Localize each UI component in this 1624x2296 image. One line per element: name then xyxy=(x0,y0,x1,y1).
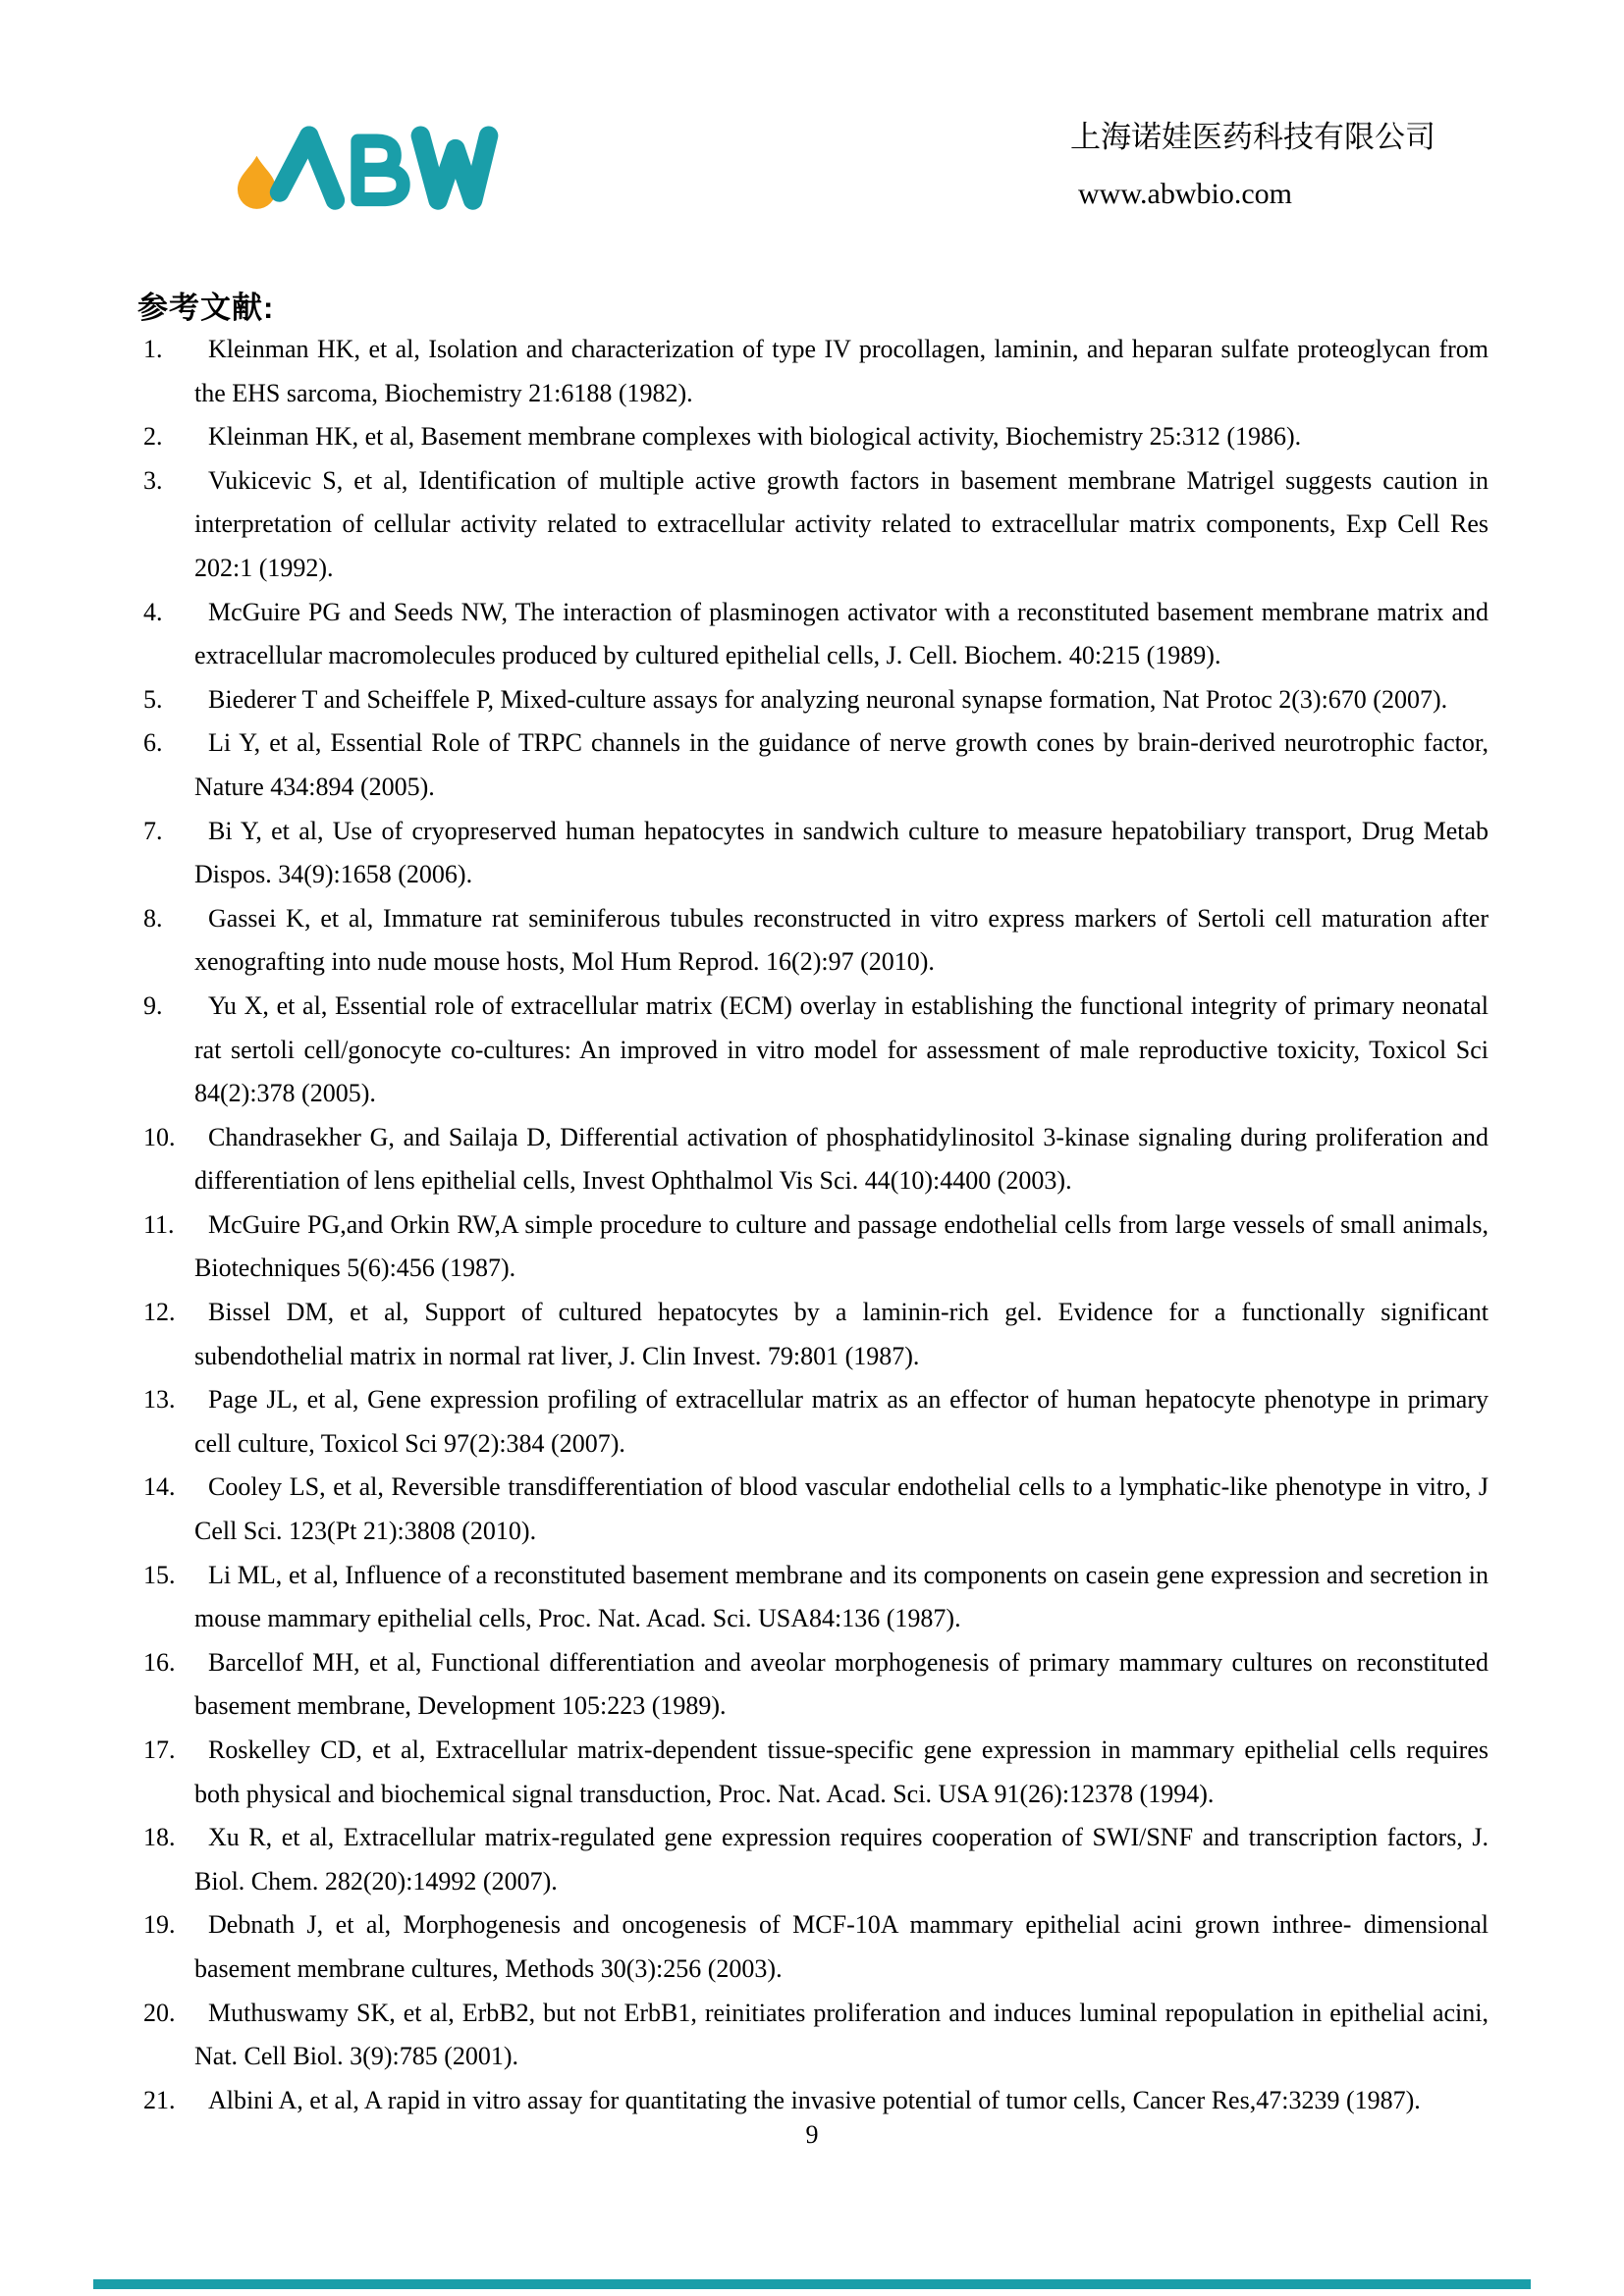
logo-letter-b xyxy=(357,141,403,199)
droplet-icon xyxy=(238,156,276,209)
reference-text: Vukicevic S, et al, Identification of multiple active growth factors in basement membrane Matrigel suggests caution in interpretation of cellular activity related to extracellular activity related to extracellular matrix components, Exp Cell Res 202:1 (1992). xyxy=(194,465,1489,582)
reference-list xyxy=(137,328,1489,2122)
reference-number: 14. xyxy=(143,1472,176,1502)
reference-item xyxy=(137,897,1489,985)
company-website: www.abwbio.com xyxy=(1078,178,1293,210)
reference-text: McGuire PG,and Orkin RW,A simple procedure to culture and passage endothelial cells from large vessels of small animals, Biotechniques 5(6):456 (1987). xyxy=(194,1209,1489,1283)
reference-item xyxy=(137,328,1489,415)
reference-text: Kleinman HK, et al, Basement membrane complexes with biological activity, Biochemistry 25:312 (1986). xyxy=(208,422,1302,452)
reference-item xyxy=(137,415,1489,459)
reference-item xyxy=(137,678,1489,722)
reference-number: 21. xyxy=(143,2085,176,2114)
reference-text: Bissel DM, et al, Support of cultured hepatocytes by a laminin-rich gel. Evidence for a functionally significant subendothelial matrix in normal rat liver, J. Clin Invest. 79:801 (1987). xyxy=(194,1298,1489,1370)
reference-number: 2. xyxy=(143,422,163,452)
reference-item xyxy=(137,1378,1489,1466)
reference-number: 15. xyxy=(143,1560,176,1589)
reference-text: Barcellof MH, et al, Functional differentiation and aveolar morphogenesis of primary mammary cultures on reconstituted basement membrane, Development 105:223 (1989). xyxy=(194,1647,1489,1721)
footer-accent-bar xyxy=(93,2279,1531,2289)
reference-item xyxy=(137,1554,1489,1641)
reference-text: Roskelley CD, et al, Extracellular matrix-dependent tissue-specific gene expression in mammary epithelial cells requires both physical and biochemical signal transduction, Proc. Nat. Acad. Sci. USA 91(26):12378 (1994). xyxy=(194,1735,1489,1808)
reference-number: 10. xyxy=(143,1122,176,1151)
reference-item xyxy=(137,1466,1489,1553)
reference-item xyxy=(137,1291,1489,1378)
reference-item xyxy=(137,985,1489,1116)
reference-text: Bi Y, et al, Use of cryopreserved human hepatocytes in sandwich culture to measure hepatobiliary transport, Drug Metab Dispos. 34(9):1658 (2006). xyxy=(194,816,1489,889)
page-number: 9 xyxy=(805,2120,819,2149)
reference-item xyxy=(137,1992,1489,2079)
reference-item xyxy=(137,1641,1489,1729)
reference-text: Gassei K, et al, Immature rat seminiferous tubules reconstructed in vitro express markers of Sertoli cell maturation after xenografting into nude mouse hosts, Mol Hum Reprod. 16(2):97 (2010). xyxy=(194,903,1489,977)
reference-number: 20. xyxy=(143,1998,176,2027)
reference-number: 17. xyxy=(143,1735,176,1764)
reference-item xyxy=(137,721,1489,809)
reference-number: 4. xyxy=(143,597,163,626)
reference-item xyxy=(137,1729,1489,1816)
reference-number: 3. xyxy=(143,465,163,495)
reference-item xyxy=(137,591,1489,678)
reference-text: Albini A, et al, A rapid in vitro assay for quantitating the invasive potential of tumor cells, Cancer Res,47:3239 (1987). xyxy=(208,2085,1421,2114)
reference-item xyxy=(137,1903,1489,1991)
reference-number: 19. xyxy=(143,1910,176,1940)
reference-item xyxy=(137,1116,1489,1203)
reference-text: Kleinman HK, et al, Isolation and characterization of type IV procollagen, laminin, and heparan sulfate proteoglycan from the EHS sarcoma, Biochemistry 21:6188 (1982). xyxy=(194,335,1489,407)
reference-number: 18. xyxy=(143,1823,176,1852)
logo-letter-a-right xyxy=(309,135,336,200)
reference-text: Li Y, et al, Essential Role of TRPC channels in the guidance of nerve growth cones by brain-derived neurotrophic factor, Nature 434:894 (2005). xyxy=(194,728,1489,801)
reference-item xyxy=(137,459,1489,591)
reference-number: 8. xyxy=(143,903,163,933)
reference-number: 9. xyxy=(143,990,163,1020)
reference-item xyxy=(137,1816,1489,1903)
reference-number: 1. xyxy=(143,335,163,363)
reference-text: McGuire PG and Seeds NW, The interaction of plasminogen activator with a reconstituted basement membrane matrix and extracellular macromolecules produced by cultured epithelial cells, J. Cell. Biochem. 40:215 (1989). xyxy=(194,597,1489,670)
reference-number: 7. xyxy=(143,816,163,845)
reference-number: 16. xyxy=(143,1647,176,1677)
reference-number: 6. xyxy=(143,728,163,758)
reference-text: Page JL, et al, Gene expression profiling of extracellular matrix as an effector of human hepatocyte phenotype in primary cell culture, Toxicol Sci 97(2):384 (2007). xyxy=(194,1385,1489,1458)
reference-item xyxy=(137,810,1489,897)
reference-text: Cooley LS, et al, Reversible transdifferentiation of blood vascular endothelial cells to a lymphatic-like phenotype in vitro, J Cell Sci. 123(Pt 21):3808 (2010). xyxy=(194,1472,1489,1546)
references-heading: 参考文献: xyxy=(137,291,275,325)
reference-text: Debnath J, et al, Morphogenesis and oncogenesis of MCF-10A mammary epithelial acini grown inthree- dimensional basement membrane cultures, Methods 30(3):256 (2003). xyxy=(194,1910,1489,1983)
company-name: 上海诺娃医药科技有限公司 xyxy=(1070,120,1435,154)
reference-text: Muthuswamy SK, et al, ErbB2, but not ErbB1, reinitiates proliferation and induces luminal repopulation in epithelial acini, Nat. Cell Biol. 3(9):785 (2001). xyxy=(194,1998,1489,2071)
reference-text: Chandrasekher G, and Sailaja D, Differential activation of phosphatidylinositol 3-kinase signaling during proliferation and differentiation of lens epithelial cells, Invest Ophthalmol Vis Sci. 44(10):4400 (2003). xyxy=(194,1122,1489,1196)
abw-logo-icon xyxy=(222,114,501,224)
reference-item xyxy=(137,2079,1489,2123)
reference-number: 13. xyxy=(143,1385,176,1415)
logo-letter-w xyxy=(420,135,488,200)
reference-text: Li ML, et al, Influence of a reconstituted basement membrane and its components on casein gene expression and secretion in mouse mammary epithelial cells, Proc. Nat. Acad. Sci. USA84:136 (1987). xyxy=(194,1560,1489,1633)
reference-item xyxy=(137,1203,1489,1291)
reference-text: Xu R, et al, Extracellular matrix-regulated gene expression requires cooperation of SWI/SNF and transcription factors, J. Biol. Chem. 282(20):14992 (2007). xyxy=(194,1823,1489,1896)
reference-text: Biederer T and Scheiffele P, Mixed-culture assays for analyzing neuronal synapse formation, Nat Protoc 2(3):670 (2007). xyxy=(208,684,1448,714)
letterhead xyxy=(1070,118,1435,212)
reference-number: 12. xyxy=(143,1298,176,1327)
abw-logo xyxy=(222,114,501,224)
reference-number: 5. xyxy=(143,684,163,714)
reference-number: 11. xyxy=(143,1209,175,1239)
reference-text: Yu X, et al, Essential role of extracellular matrix (ECM) overlay in establishing the functional integrity of primary neonatal rat sertoli cell/gonocyte co-cultures: An improved in vitro model for assessment of male reproductive toxicity, Toxicol Sci 84(2):378 (2005). xyxy=(194,990,1489,1108)
